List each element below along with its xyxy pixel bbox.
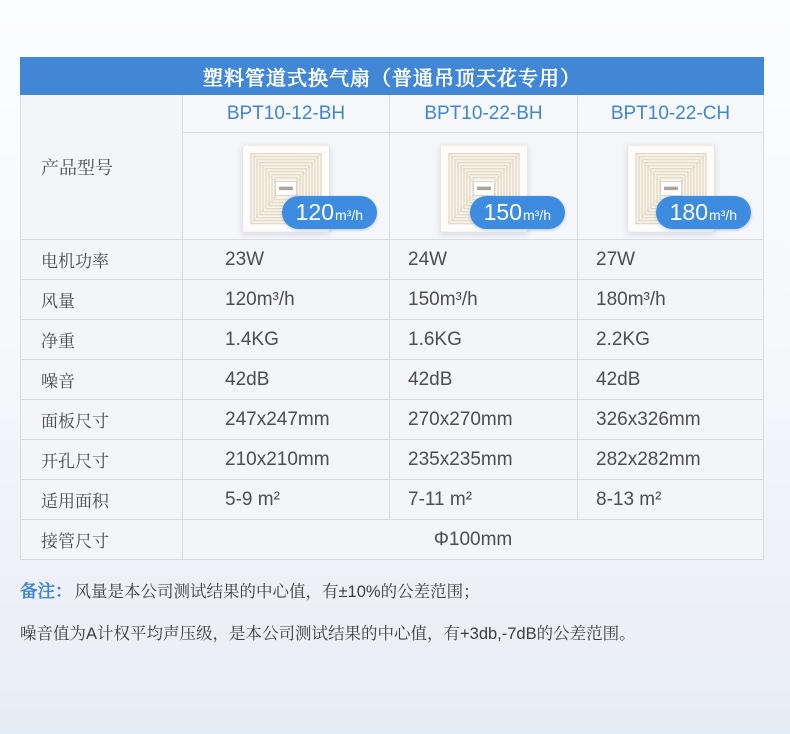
note-label: 备注： xyxy=(20,581,73,601)
product-image-cell-3 xyxy=(578,133,763,239)
spec-value: 42dB xyxy=(578,360,763,399)
note-line-2: 噪音值为A计权平均声压级，是本公司测试结果的中心值，有+3db,-7dB的公差范围。 xyxy=(20,625,636,643)
spec-value: 2.2KG xyxy=(578,320,763,359)
note-line-1 xyxy=(20,578,770,603)
spec-value: 1.6KG xyxy=(390,320,577,359)
spec-value: 326x326mm xyxy=(578,400,763,439)
spec-value: 24W xyxy=(390,240,577,279)
bottom-strip xyxy=(0,728,790,734)
model-name-3: BPT10-22-CH xyxy=(578,95,763,132)
spec-value: 270x270mm xyxy=(390,400,577,439)
spec-value: 235x235mm xyxy=(390,440,577,479)
airflow-unit: m³/h xyxy=(523,207,551,223)
spec-value: 180m³/h xyxy=(578,280,763,319)
spec-row-label-noise: 噪音 xyxy=(21,360,182,399)
airflow-badge xyxy=(282,196,377,229)
spec-row-label-net-weight: 净重 xyxy=(21,320,182,359)
spec-value: 5-9 m² xyxy=(183,480,389,519)
airflow-value: 150 xyxy=(483,199,522,225)
airflow-value: 180 xyxy=(669,199,708,225)
spec-value: 42dB xyxy=(390,360,577,399)
spec-value: 8-13 m² xyxy=(578,480,763,519)
spec-row-label-cutout-size: 开孔尺寸 xyxy=(21,440,182,479)
model-name-2: BPT10-22-BH xyxy=(390,95,577,132)
airflow-unit: m³/h xyxy=(709,207,737,223)
spec-value: 247x247mm xyxy=(183,400,389,439)
product-model-label: 产品型号 xyxy=(21,95,182,239)
spec-grid xyxy=(20,95,764,560)
model-name-1: BPT10-12-BH xyxy=(183,95,389,132)
product-image-cell-2 xyxy=(390,133,577,239)
spec-row-label-motor-power: 电机功率 xyxy=(21,240,182,279)
spec-value: 1.4KG xyxy=(183,320,389,359)
airflow-badge xyxy=(656,196,751,229)
pipe-size-value: Φ100mm xyxy=(183,520,763,559)
spec-value: 23W xyxy=(183,240,389,279)
note-text-1: 风量是本公司测试结果的中心值，有±10%的公差范围； xyxy=(74,583,480,601)
spec-row-label-applicable-area: 适用面积 xyxy=(21,480,182,519)
spec-value: 150m³/h xyxy=(390,280,577,319)
spec-value: 282x282mm xyxy=(578,440,763,479)
spec-table xyxy=(20,57,764,560)
spec-row-label-panel-size: 面板尺寸 xyxy=(21,400,182,439)
table-title: 塑料管道式换气扇（普通吊顶天花专用） xyxy=(20,57,764,95)
spec-value: 120m³/h xyxy=(183,280,389,319)
spec-value: 42dB xyxy=(183,360,389,399)
spec-value: 27W xyxy=(578,240,763,279)
airflow-badge xyxy=(470,196,565,229)
spec-value: 210x210mm xyxy=(183,440,389,479)
product-image-cell-1 xyxy=(183,133,389,239)
spec-row-label-pipe-size: 接管尺寸 xyxy=(21,520,182,559)
airflow-unit: m³/h xyxy=(335,207,363,223)
airflow-value: 120 xyxy=(295,199,334,225)
spec-value: 7-11 m² xyxy=(390,480,577,519)
spec-row-label-airflow: 风量 xyxy=(21,280,182,319)
notes xyxy=(20,578,770,644)
